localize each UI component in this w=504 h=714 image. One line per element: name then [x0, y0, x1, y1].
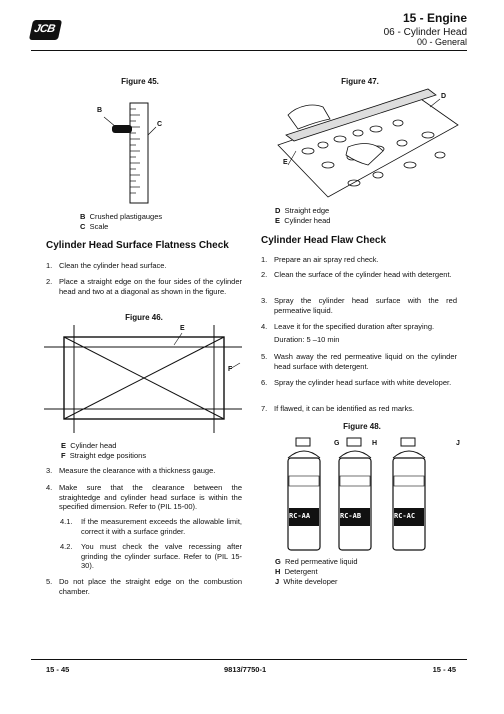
figure-45-label-c: C — [157, 121, 163, 128]
can-label-j: RC-AC — [394, 512, 416, 520]
list-item: 1. Prepare an air spray red check. — [261, 255, 379, 264]
figure-46-label-e: E — [180, 325, 185, 332]
list-item: 5. Do not place the straight edge on the combustion chamber. — [46, 577, 242, 596]
spray-can-red-permeative — [282, 436, 326, 552]
figure-47-label-e: E — [283, 159, 288, 166]
can-label-h: RC-AB — [340, 512, 362, 520]
figure-46-label-f: F — [228, 366, 233, 373]
page-subsubsection-title: 00 - General — [416, 37, 467, 47]
figure-48-label-j: J — [456, 440, 460, 447]
figure-45-label-b: B — [97, 107, 103, 114]
figure-48-label-g: G — [334, 440, 340, 447]
list-item: 5. Wash away the red permeative liquid on the cylinder head surface with detergent. — [261, 352, 457, 371]
figure-48-label-h: H — [372, 440, 378, 447]
page-section-title: 15 - Engine — [402, 11, 467, 25]
figure-48-caption: Figure 48. — [343, 422, 381, 431]
figure-46-caption: Figure 46. — [125, 313, 163, 322]
flatness-check-heading: Cylinder Head Surface Flatness Check — [46, 240, 229, 251]
figure-46-straight-edge-diagram — [44, 325, 244, 437]
duration-value: Duration: 5 –10 min — [274, 335, 340, 344]
figure-47-label-d: D — [441, 93, 447, 100]
list-item: 4.2. You must check the valve recessing after grinding the cylinder surface. Refer to (PIL 15-30). — [60, 542, 242, 570]
footer-rule — [31, 659, 467, 660]
figure-47-straight-edge-photo — [268, 85, 463, 203]
footer-document-number: 9813/7750-1 — [224, 665, 267, 674]
figure-47-legend: D Straight edge E Cylinder head — [275, 206, 331, 225]
figure-45-legend: B Crushed plastigauges C Scale — [80, 212, 163, 231]
spray-can-white-developer — [387, 436, 431, 552]
list-item: 6. Spray the cylinder head surface with white developer. — [261, 378, 452, 387]
flaw-check-heading: Cylinder Head Flaw Check — [261, 235, 387, 246]
figure-48-legend: G Red permeative liquid H Detergent J White developer — [275, 557, 358, 586]
list-item: 4.1. If the measurement exceeds the allowable limit, correct it with a surface grinder. — [60, 517, 242, 536]
list-item: 2. Place a straight edge on the four sides of the cylinder head and two at a diagonal as shown in the figure. — [46, 277, 242, 296]
footer-page-left: 15 - 45 — [46, 665, 70, 674]
figure-45-plastigauge-illustration — [90, 95, 200, 205]
list-item: 7. If flawed, it can be identified as red marks. — [261, 404, 415, 413]
list-item: 2. Clean the surface of the cylinder head with detergent. — [261, 270, 452, 279]
list-item: 3. Spray the cylinder head surface with the red permeative liquid. — [261, 296, 457, 315]
list-item: 1. Clean the cylinder head surface. — [46, 261, 167, 270]
can-label-g: RC-AA — [289, 512, 311, 520]
figure-47-caption: Figure 47. — [341, 77, 379, 86]
spray-can-detergent — [333, 436, 377, 552]
header-rule — [31, 50, 467, 51]
footer-page-right: 15 - 45 — [432, 665, 456, 674]
figure-46-legend: E Cylinder head F Straight edge positions — [61, 441, 147, 460]
list-item: 3. Measure the clearance with a thickness gauge. — [46, 466, 216, 475]
figure-45-caption: Figure 45. — [121, 77, 159, 86]
list-item: 4. Make sure that the clearance between the straightedge and cylinder head surface is within the specified dimension. Refer to (PIL 15-00). — [46, 483, 242, 511]
page-subsection-title: 06 - Cylinder Head — [383, 27, 467, 38]
list-item: 4. Leave it for the specified duration after spraying. — [261, 322, 435, 331]
jcb-logo: JCB — [29, 20, 62, 40]
